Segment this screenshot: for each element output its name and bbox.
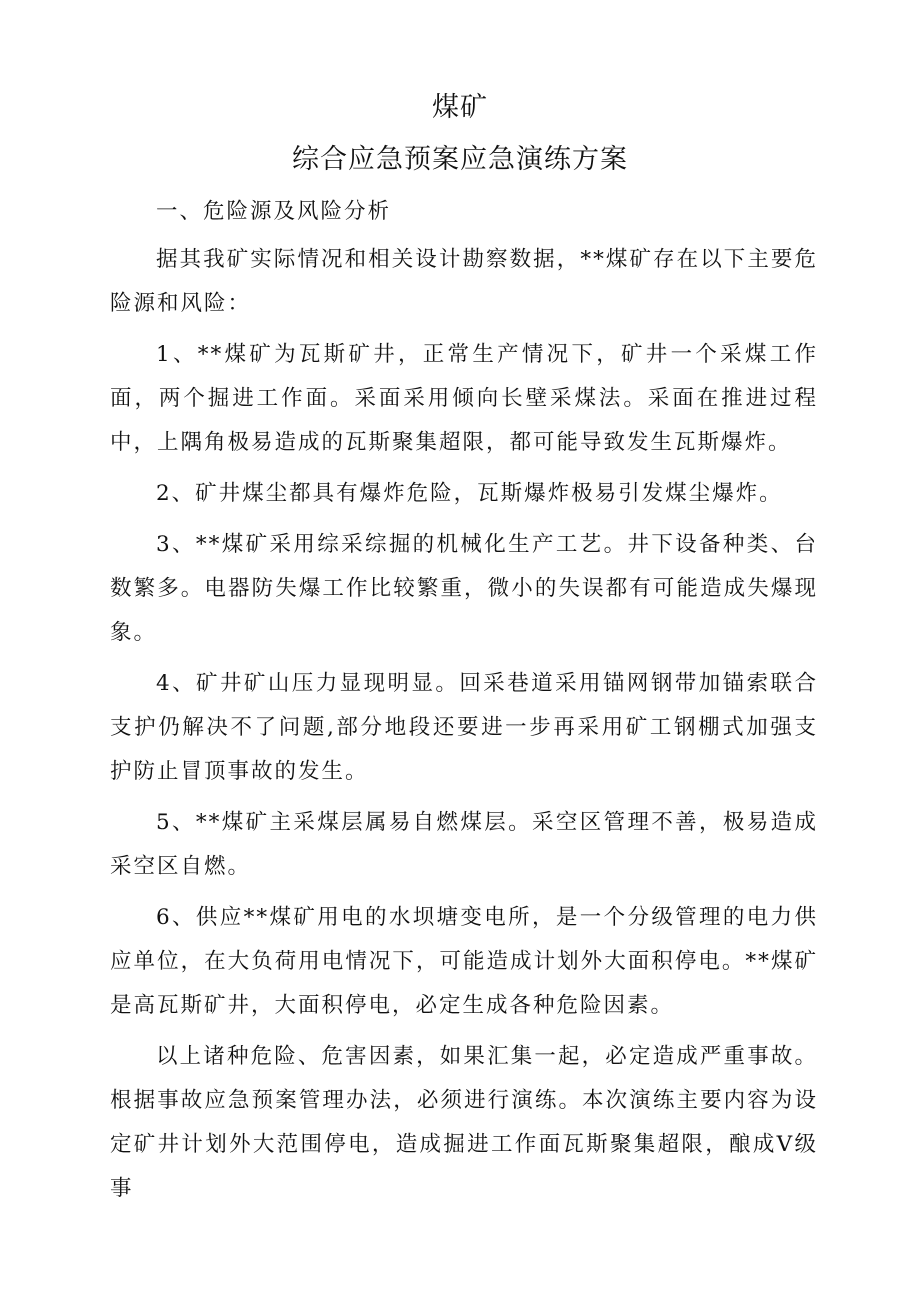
document-body bbox=[110, 190, 818, 1218]
document-title-line-2: 综合应急预案应急演练方案 bbox=[292, 144, 628, 175]
section-heading: 一、危险源及风险分析 bbox=[156, 199, 392, 224]
paragraph-item-3: 3、**煤矿采用综采综掘的机械化生产工艺。井下设备种类、台数繁多。电器防失爆工作比较繁重，微小的失误都有可能造成失爆现象。 bbox=[110, 532, 818, 645]
paragraph-summary: 以上诸种危险、危害因素，如果汇集一起，必定造成严重事故。根据事故应急预案管理办法，必须进行演练。本次演练主要内容为设定矿井计划外大范围停电，造成掘进工作面瓦斯聚集超限，酿成Ⅴ级事 bbox=[110, 1044, 818, 1201]
paragraph-item-6: 6、供应**煤矿用电的水坝塘变电所，是一个分级管理的电力供应单位，在大负荷用电情况下，可能造成计划外大面积停电。**煤矿是高瓦斯矿井，大面积停电，必定生成各种危险因素。 bbox=[110, 905, 818, 1018]
document-title-line-1: 煤矿 bbox=[432, 92, 488, 123]
paragraph-item-5: 5、**煤矿主采煤层属易自燃煤层。采空区管理不善，极易造成采空区自燃。 bbox=[110, 810, 818, 879]
paragraph-item-4: 4、矿井矿山压力显现明显。回采巷道采用锚网钢带加锚索联合支护仍解决不了问题,部分地段还要进一步再采用矿工钢棚式加强支护防止冒顶事故的发生。 bbox=[110, 671, 818, 784]
paragraph-intro: 据其我矿实际情况和相关设计勘察数据，**煤矿存在以下主要危险源和风险： bbox=[110, 247, 818, 316]
paragraph-item-2: 2、矿井煤尘都具有爆炸危险，瓦斯爆炸极易引发煤尘爆炸。 bbox=[156, 481, 783, 506]
paragraph-item-1: 1、**煤矿为瓦斯矿井，正常生产情况下，矿井一个采煤工作面，两个掘进工作面。采面采用倾向长壁采煤法。采面在推进过程中，上隅角极易造成的瓦斯聚集超限，都可能导致发生瓦斯爆炸。 bbox=[110, 342, 818, 455]
